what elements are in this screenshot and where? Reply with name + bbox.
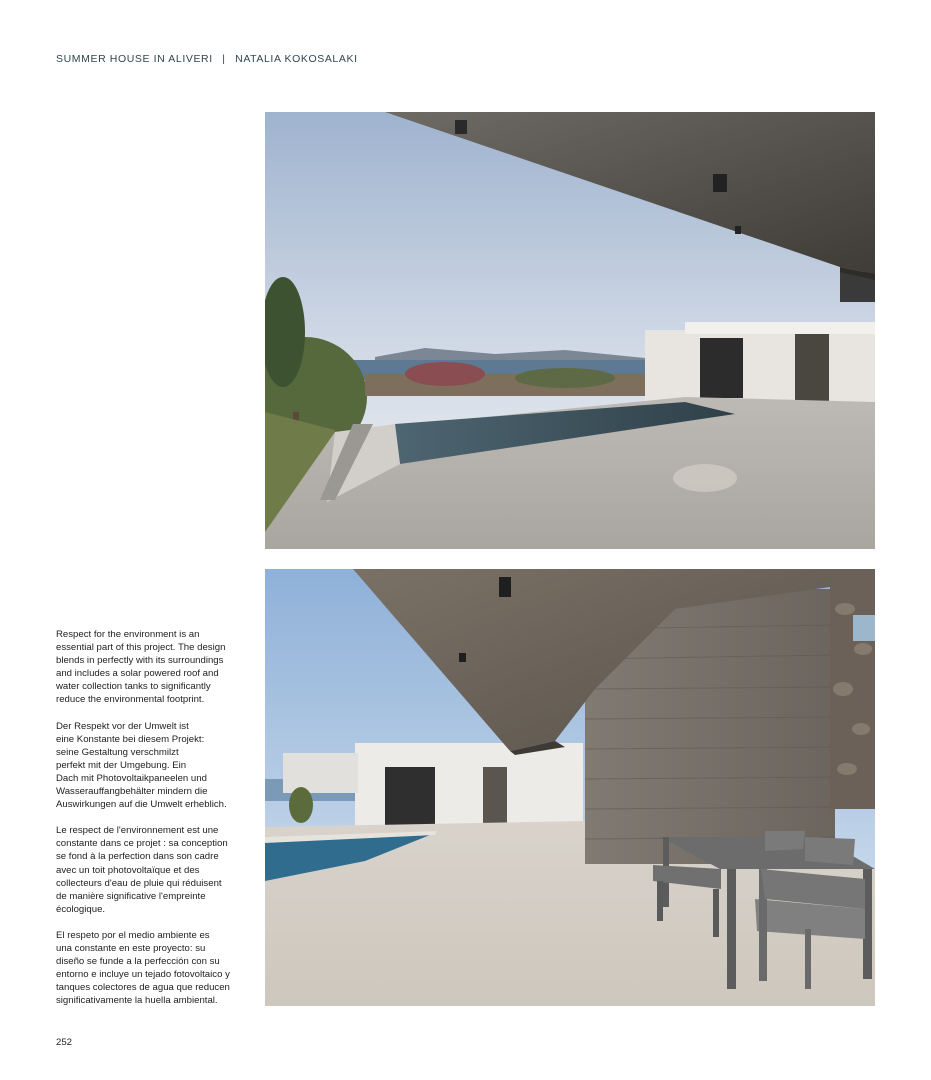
- pool-terrace-illustration: [265, 112, 875, 549]
- paragraph-english: Respect for the environment is an essential part of this project. The design blends in perfectly with its surroundings and includes a solar powered roof and water collection tanks to significantly reduce the environmental footprint.: [56, 629, 226, 706]
- header-separator: |: [222, 53, 226, 65]
- project-title: SUMMER HOUSE IN ALIVERI: [56, 53, 213, 65]
- architect-name: NATALIA KOKOSALAKI: [235, 53, 358, 65]
- page-number: 252: [56, 1037, 73, 1048]
- photo-pool-terrace: [265, 112, 875, 549]
- paragraph-french: Le respect de l'environnement est une constante dans ce projet : sa conception se fond à la perfection dans son cadre avec un toit photovoltaïque et des collecteurs d'eau de pluie qui réduisent de manière significative l'empreinte écologique.: [56, 825, 228, 915]
- running-header: [56, 53, 358, 65]
- photo-covered-terrace: [265, 569, 875, 1006]
- covered-terrace-illustration: [265, 569, 875, 1006]
- paragraph-spanish: El respeto por el medio ambiente es una constante en este proyecto: su diseño se funde a la perfección con su entorno e incluye un tejado fotovoltaico y tanques colectores de agua que reducen significativamente la huella ambiental.: [56, 929, 230, 1007]
- body-text-column: [56, 628, 248, 1020]
- paragraph-german: Der Respekt vor der Umwelt ist eine Konstante bei diesem Projekt: seine Gestaltung verschmilzt perfekt mit der Umgebung. Ein Dach mit Photovoltaikpaneelen und Wasserauffangbehälter mindern die Auswirkungen auf die Umwelt erheblich.: [56, 720, 227, 811]
